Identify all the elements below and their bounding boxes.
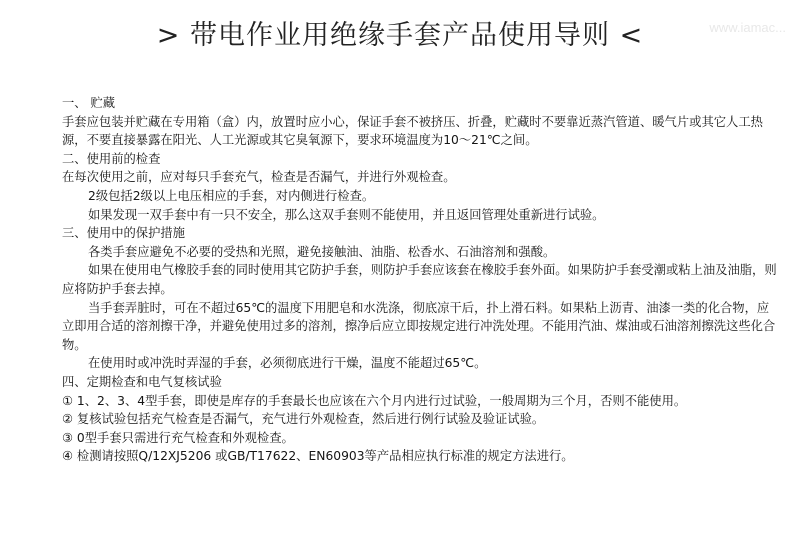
guideline-document [62, 94, 780, 466]
storage-paragraph: 手套应包装并贮藏在专用箱（盒）内，放置时应小心，保证手套不被挤压、折叠，贮藏时不要靠近蒸汽管道、暖气片或其它人工热源，不要直接暴露在阳光、人工光源或其它臭氧源下，要求环境温度为10～21℃之间。 [62, 114, 763, 148]
section-pre-use-title: 二、使用前的检查 [62, 151, 161, 166]
page-title: > 带电作业用绝缘手套产品使用导则 < [156, 19, 644, 51]
pre-use-paragraph-2: 2级包括2级以上电压相应的手套，对内侧进行检查。 [88, 188, 375, 203]
inspection-item-4: ④ 检测请按照Q/12XJ5206 或GB/T17622、EN60903等产品相应执行标准的规定方法进行。 [62, 449, 574, 464]
pre-use-paragraph-3: 如果发现一双手套中有一只不安全，那么这双手套则不能使用，并且返回管理处重新进行试验。 [88, 207, 605, 222]
header [0, 0, 800, 64]
section-storage-title: 一、 贮藏 [62, 96, 116, 110]
section-inspection-title: 四、定期检查和电气复核试验 [62, 374, 222, 389]
section-in-use-title: 三、使用中的保护措施 [62, 226, 185, 241]
in-use-paragraph-1: 各类手套应避免不必要的受热和光照，避免接触油、油脂、松香水、石油溶剂和强酸。 [88, 244, 556, 259]
in-use-paragraph-2: 如果在使用电气橡胶手套的同时使用其它防护手套，则防护手套应该套在橡胶手套外面。如果防护手套受潮或粘上油及油脂，则应将防护手套去掉。 [62, 263, 777, 296]
in-use-paragraph-4: 在使用时或冲洗时弄湿的手套，必须彻底进行干燥，温度不能超过65℃。 [88, 356, 487, 371]
inspection-item-2: ② 复核试验包括充气检查是否漏气，充气进行外观检查，然后进行例行试验及验证试验。 [62, 412, 545, 427]
watermark: www.iamac... [709, 20, 786, 35]
pre-use-paragraph-1: 在每次使用之前，应对每只手套充气，检查是否漏气，并进行外观检查。 [62, 170, 456, 185]
inspection-item-3: ③ 0型手套只需进行充气检查和外观检查。 [62, 430, 294, 445]
inspection-item-1: ① 1、2、3、4型手套，即使是库存的手套最长也应该在六个月内进行过试验，一般周期为三个月，否则不能使用。 [62, 393, 687, 408]
in-use-paragraph-3: 当手套弄脏时，可在不超过65℃的温度下用肥皂和水洗涤，彻底凉干后，扑上滑石料。如果粘上沥青、油漆一类的化合物，应立即用合适的溶剂擦干净，并避免使用过多的溶剂，擦净后应立即按规定进行冲洗处理。不能用汽油、煤油或石油溶剂擦洗这些化合物。 [62, 300, 776, 352]
